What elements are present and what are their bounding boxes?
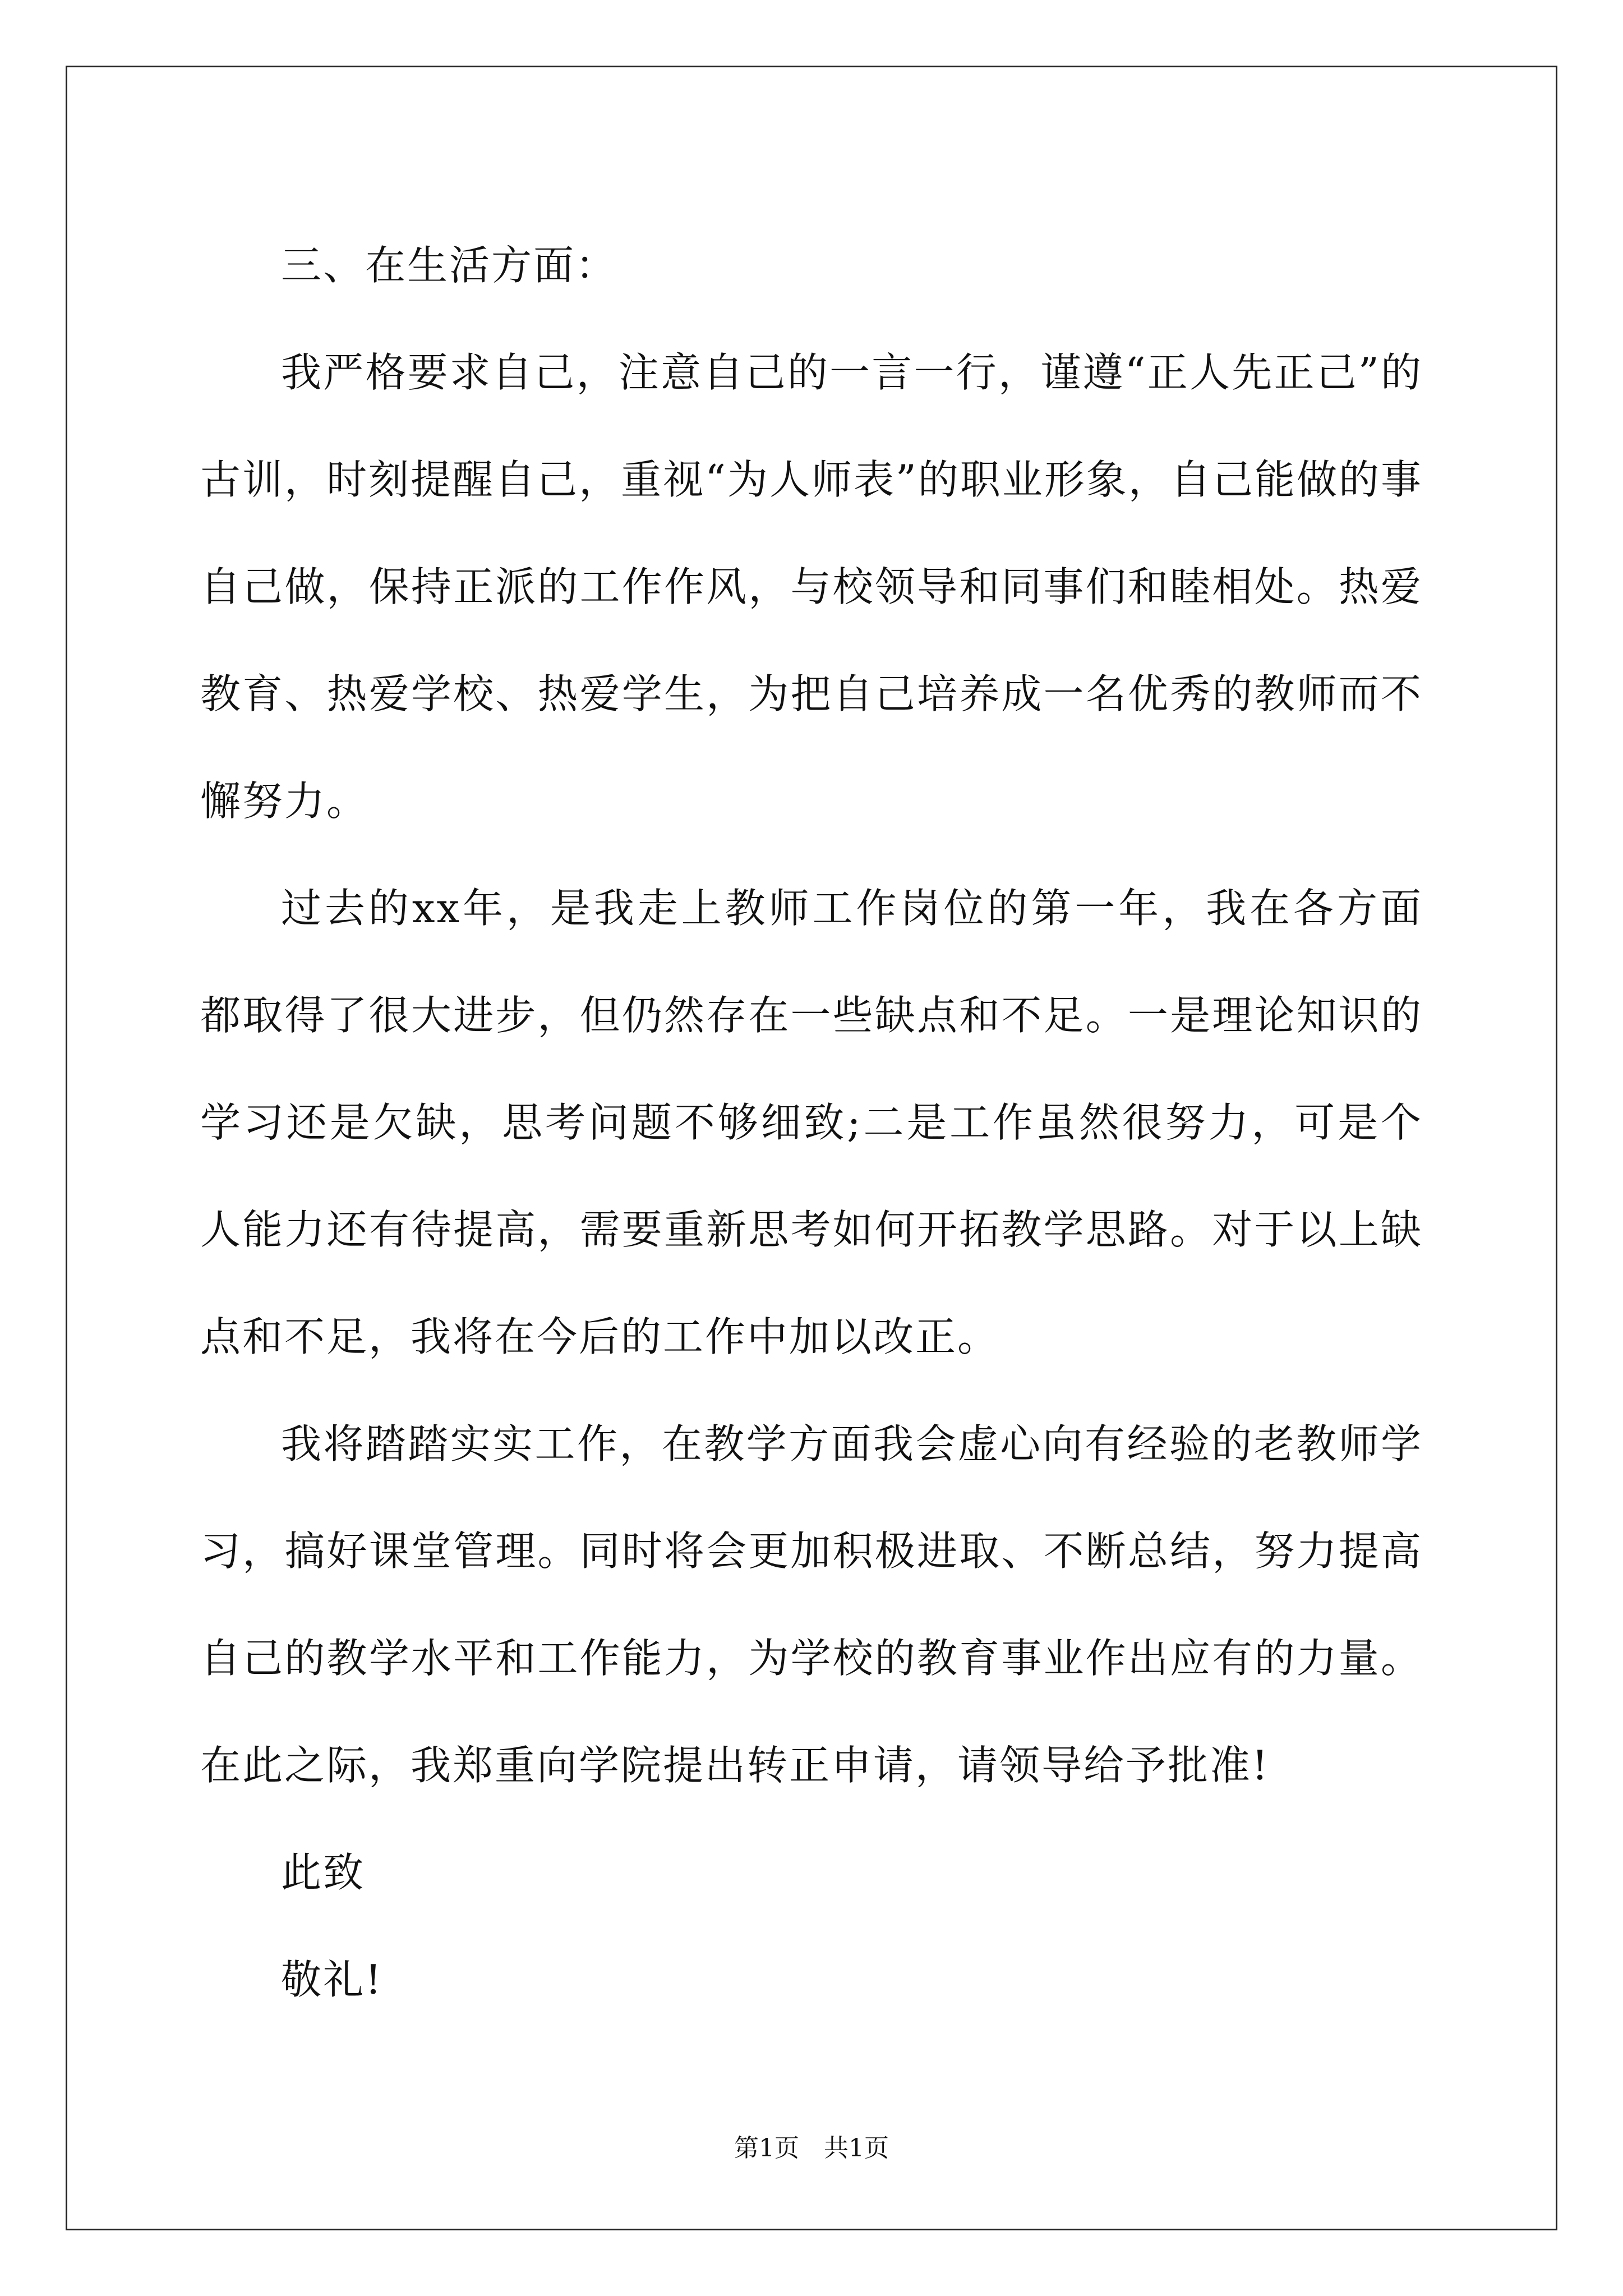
document-body: [200, 212, 1423, 2033]
closing-regards: 敬礼!: [281, 1956, 383, 2003]
page-number-total: 共1页: [824, 2134, 889, 2162]
page-number-current: 第1页: [734, 2134, 799, 2162]
paragraph-application: 我将踏踏实实工作，在教学方面我会虚心向有经验的老教师学习，搞好课堂管理。同时将会更加积极进取、不断总结，努力提高自己的教学水平和工作能力，为学校的教育事业作出应有的力量。在此之际，我郑重向学院提出转正申请，请领导给予批准!: [200, 1420, 1423, 1789]
paragraph-life: 我严格要求自己，注意自己的一言一行，谨遵“正人先正己”的古训，时刻提醒自己，重视“为人师表”的职业形象，自己能做的事自己做，保持正派的工作作风，与校领导和同事们和睦相处。热爱教育、热爱学校、热爱学生，为把自己培养成一名优秀的教师而不懈努力。: [200, 349, 1423, 825]
paragraph-shortcomings: 过去的xx年，是我走上教师工作岗位的第一年，我在各方面都取得了很大进步，但仍然存在一些缺点和不足。一是理论知识的学习还是欠缺，思考问题不够细致;二是工作虽然很努力，可是个人能力还有待提高，需要重新思考如何开拓教学思路。对于以上缺点和不足，我将在今后的工作中加以改正。: [200, 885, 1423, 1360]
page-footer: [0, 2132, 1623, 2165]
closing-salutation: 此致: [281, 1849, 366, 1896]
section-heading: 三、在生活方面：: [281, 242, 618, 289]
